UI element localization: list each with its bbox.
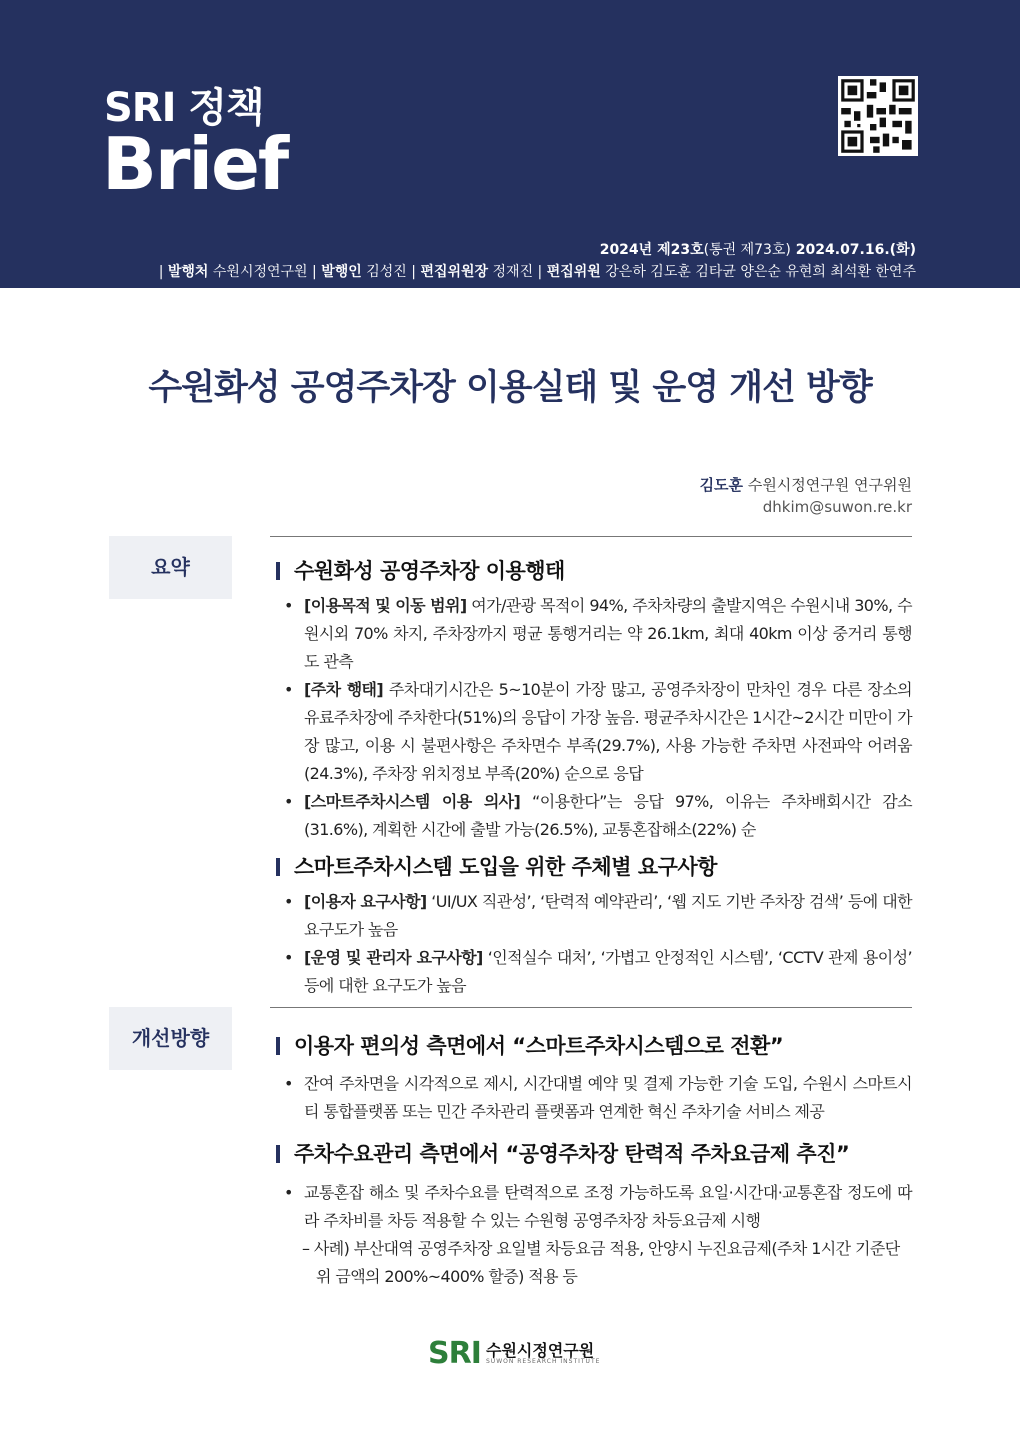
staff-name: 강은하 김도훈 김타균 양은순 유현희 최석환 한연주 — [605, 264, 916, 280]
author-email[interactable]: dhkim@suwon.re.kr — [762, 498, 912, 516]
list-item: • [주차 행태] 주차대기시간은 5~10분이 가장 많고, 공영주차장이 만차인 경우 다른 장소의 유료주차장에 주차한다(51%)의 응답이 가장 높음. 평균주차시간은 1시간~2시간 미만이 가장 많고, 이용 시 불편사항은 주차면수 부족(29.7%), 사용 가능한 주차면 사전파악 어려움(24.3%), 주차장 위치정보 부족(20%) 순으로 응답 — [284, 680, 912, 783]
example-note: – 사례) 부산대역 공영주차장 요일별 차등요금 적용, 안양시 누진요금제(주차 1시간 기준단위 금액의 200%~400% 할증) 적용 등 — [302, 1239, 900, 1286]
bullet-list — [284, 592, 912, 844]
brand-title: SRI 정책 — [104, 85, 264, 131]
section-heading: 스마트주차시스템 도입을 위한 주체별 요구사항 — [276, 851, 717, 881]
institute-name-english: SUWON RESEARCH INSTITUTE — [486, 1358, 601, 1365]
qr-code-icon[interactable] — [838, 76, 918, 156]
divider — [270, 1007, 912, 1008]
staff-name: 김성진 — [366, 264, 407, 280]
author-block — [700, 474, 912, 518]
list-item: • [이용목적 및 이동 범위] 여가/관광 목적이 94%, 주차차량의 출발지역은 수원시내 30%, 수원시외 70% 차지, 주차장까지 평균 통행거리는 약 26.1km, 최대 40km 이상 중거리 통행도 관측 — [284, 596, 912, 671]
sri-logo-mark: SRI — [428, 1336, 481, 1371]
institute-name: 수원시정연구원 — [486, 1341, 595, 1360]
brand-subtitle: Brief — [102, 122, 288, 206]
improvement-label: 개선방향 — [109, 1007, 232, 1070]
section-heading: 이용자 편의성 측면에서 “스마트주차시스템으로 전환” — [276, 1030, 783, 1060]
issue-total: (통권 제73호) — [703, 242, 791, 258]
heading-bar — [276, 1145, 280, 1163]
section-heading: 주차수요관리 측면에서 “공영주차장 탄력적 주차요금제 추진” — [276, 1138, 849, 1168]
editorial-staff: | 발행처 수원시정연구원 | 발행인 김성진 | 편집위원장 정재진 | 편집위원 강은하 김도훈 김타균 양은순 유현희 최석환 한연주 — [158, 264, 916, 280]
issue-date: 2024.07.16.(화) — [795, 242, 916, 258]
list-item: • 교통혼잡 해소 및 주차수요를 탄력적으로 조정 가능하도록 요일·시간대·교통혼잡 정도에 따라 주차비를 차등 적용할 수 있는 수원형 공영주차장 차등요금제 시행 — [284, 1183, 912, 1230]
author-affiliation: 수원시정연구원 연구위원 — [747, 476, 912, 494]
document-title: 수원화성 공영주차장 이용실태 및 운영 개선 방향 — [148, 368, 872, 408]
bullet-list — [284, 1070, 912, 1126]
summary-label: 요약 — [109, 536, 232, 599]
staff-role: 발행인 — [321, 264, 362, 280]
divider — [270, 536, 912, 537]
list-item: • [운영 및 관리자 요구사항] ‘인적실수 대처’, ‘가볍고 안정적인 시스템’, ‘CCTV 관제 용이성’ 등에 대한 요구도가 높음 — [284, 948, 912, 995]
staff-role: 편집위원 — [546, 264, 601, 280]
issue-number: 2024년 제23호 — [599, 242, 704, 258]
list-item: • 잔여 주차면을 시각적으로 제시, 시간대별 예약 및 결제 가능한 기술 도입, 수원시 스마트시티 통합플랫폼 또는 민간 주차관리 플랫폼과 연계한 혁신 주차기술 서비스 제공 — [284, 1074, 912, 1121]
staff-role: 발행처 — [167, 264, 209, 280]
staff-name: 정재진 — [492, 264, 534, 280]
staff-name: 수원시정연구원 — [212, 264, 308, 280]
issue-info — [600, 239, 916, 259]
heading-bar — [276, 562, 280, 580]
masthead — [0, 0, 1020, 288]
heading-bar — [276, 858, 280, 876]
staff-role: 편집위원장 — [420, 264, 489, 280]
author-name: 김도훈 — [699, 476, 744, 494]
list-item: • [스마트주차시스템 이용 의사] “이용한다”는 응답 97%, 이유는 주차배회시간 감소(31.6%), 계획한 시간에 출발 가능(26.5%), 교통혼잡해소(22%) 순 — [284, 792, 913, 839]
bullet-list — [284, 888, 912, 1000]
heading-bar — [276, 1037, 280, 1055]
list-item: • [이용자 요구사항] ‘UI/UX 직관성’, ‘탄력적 예약관리’, ‘웹 지도 기반 주차장 검색’ 등에 대한 요구도가 높음 — [284, 892, 912, 939]
bullet-list — [284, 1179, 912, 1291]
section-heading: 수원화성 공영주차장 이용행태 — [276, 555, 565, 585]
